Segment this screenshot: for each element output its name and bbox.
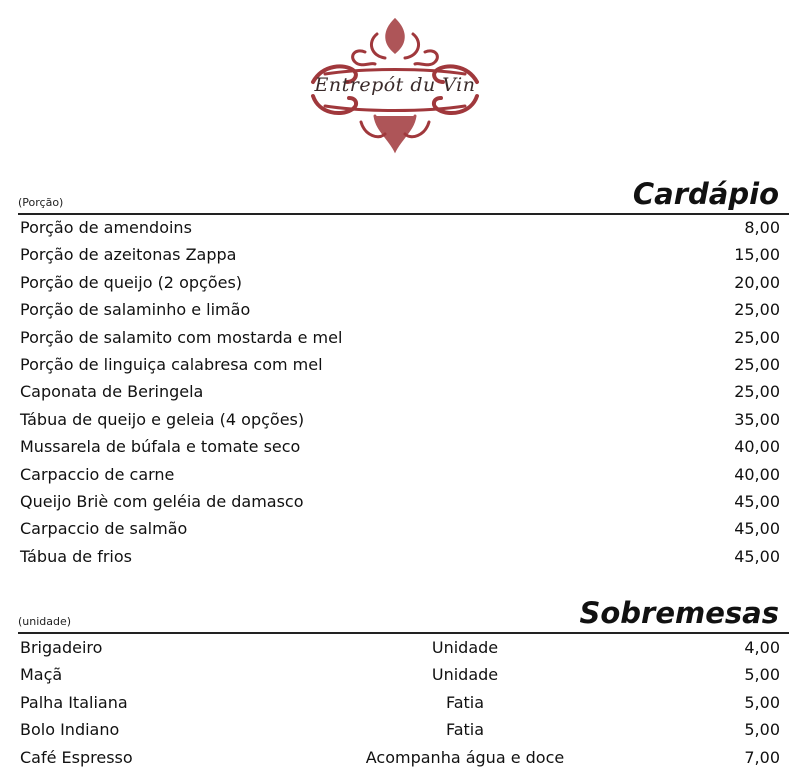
item-name: Porção de linguiça calabresa com mel [20, 354, 323, 374]
menu-item [20, 296, 780, 323]
menu-item [20, 406, 780, 433]
menu-item [20, 515, 780, 542]
menu-item [20, 543, 780, 570]
dessert-item [20, 689, 780, 716]
item-name: Carpaccio de salmão [20, 519, 188, 539]
menu-item [20, 351, 780, 378]
item-name: Mussarela de búfala e tomate seco [20, 437, 301, 457]
item-price: 8,00 [744, 218, 780, 237]
menu-item [20, 433, 780, 460]
item-price: 25,00 [734, 354, 780, 374]
item-description: Fatia [445, 720, 485, 740]
item-name: Porção de azeitonas Zappa [20, 245, 237, 265]
desserts-list [20, 634, 780, 771]
item-name: Palha Italiana [20, 692, 128, 712]
menu-item [20, 324, 780, 351]
item-price: 7,00 [744, 747, 780, 767]
item-description: Fatia [445, 692, 485, 712]
item-price: 20,00 [734, 272, 780, 292]
item-name: Porção de amendoins [20, 218, 192, 237]
menu-item [20, 241, 780, 268]
item-name: Bolo Indiano [20, 720, 120, 740]
item-name: Porção de salamito com mostarda e mel [20, 327, 343, 347]
dessert-item [20, 634, 780, 661]
dessert-item [20, 661, 780, 688]
menu-subtitle: (Porção) [18, 196, 64, 209]
item-name: Brigadeiro [20, 638, 103, 657]
dessert-item [20, 744, 780, 771]
desserts-title: Sobremesas [579, 596, 779, 630]
item-price: 5,00 [744, 692, 780, 712]
item-name: Porção de salaminho e limão [20, 300, 251, 320]
menu-list [20, 214, 780, 570]
desserts-section-header [18, 592, 789, 634]
item-price: 5,00 [744, 720, 780, 740]
item-price: 35,00 [734, 409, 780, 429]
menu-item [20, 488, 780, 515]
item-price: 40,00 [734, 437, 780, 457]
item-price: 25,00 [734, 382, 780, 402]
item-price: 4,00 [744, 638, 780, 657]
menu-item [20, 214, 780, 241]
item-name: Caponata de Beringela [20, 382, 204, 402]
menu-item [20, 378, 780, 405]
item-description: Acompanha água e doce [365, 747, 565, 767]
item-price: 45,00 [734, 519, 780, 539]
item-name: Queijo Briè com geléia de damasco [20, 491, 304, 511]
logo-text: Entrepót du Vin [314, 74, 476, 96]
item-price: 45,00 [734, 546, 780, 566]
item-price: 25,00 [734, 300, 780, 320]
item-name: Maçã [20, 665, 63, 685]
menu-item [20, 461, 780, 488]
item-price: 45,00 [734, 491, 780, 511]
item-price: 5,00 [744, 665, 780, 685]
item-name: Carpaccio de carne [20, 464, 175, 484]
menu-title: Cardápio [632, 177, 779, 211]
menu-section-header [18, 173, 789, 215]
item-name: Tábua de frios [20, 546, 132, 566]
item-description: Unidade [431, 665, 499, 685]
item-price: 25,00 [734, 327, 780, 347]
restaurant-logo [305, 12, 485, 157]
desserts-subtitle: (unidade) [18, 615, 72, 628]
item-description: Unidade [431, 638, 499, 657]
menu-item [20, 269, 780, 296]
item-name: Café Espresso [20, 747, 133, 767]
item-name: Porção de queijo (2 opções) [20, 272, 243, 292]
item-price: 15,00 [734, 245, 780, 265]
item-price: 40,00 [734, 464, 780, 484]
item-name: Tábua de queijo e geleia (4 opções) [20, 409, 305, 429]
dessert-item [20, 716, 780, 743]
